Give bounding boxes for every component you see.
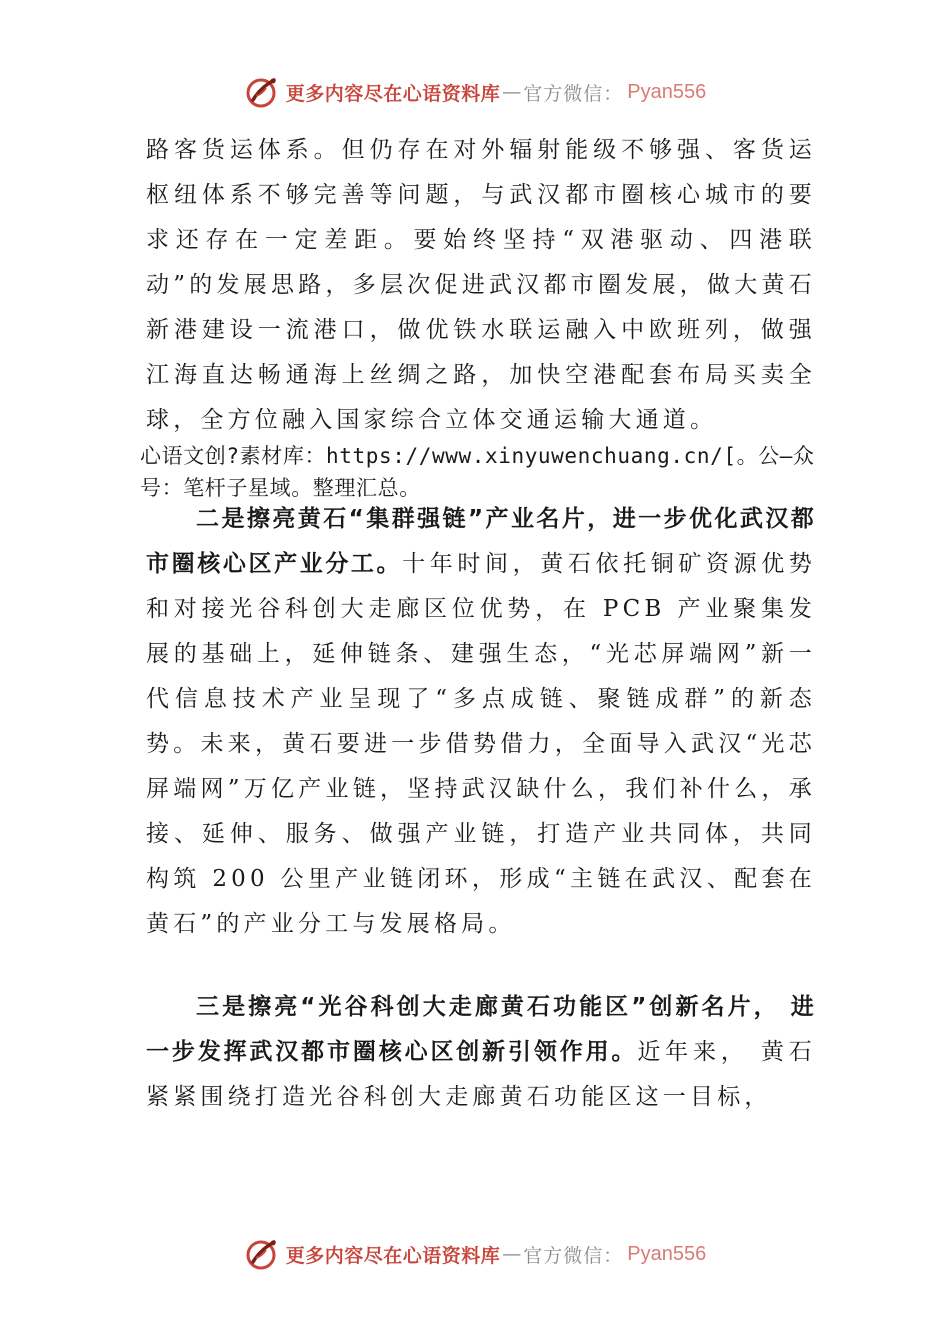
paragraph-innovation-body: 近年来， 黄石紧紧围绕打造光谷科创大走廊黄石功能区这一目标，	[146, 1039, 816, 1110]
banner-slogan: 更多内容尽在心语资料库	[285, 82, 501, 105]
paragraph-innovation	[146, 985, 816, 1120]
banner-wechat-id: Pyan556	[627, 80, 707, 103]
banner-separator: —	[502, 81, 522, 103]
paragraph-industry-body: 十年时间，黄石依托铜矿资源优势和对接光谷科创大走廊区位优势，在 PCB 产业聚集发展的基础上，延伸链条、建强生态，“光芯屏端网”新一代信息技术产业呈现了“多点成链、聚链成群”的新态势。未来，黄石要进一步借势借力，全面导入武汉“光芯屏端网”万亿产业链，坚持武汉缺什么，我们补什么，承接、延伸、服务、做强产业链，打造产业共同体，共同构筑 200 公里产业链闭环，形成“主链在武汉、配套在黄石”的产业分工与发展格局。	[146, 551, 817, 937]
banner-slogan: 更多内容尽在心语资料库	[285, 1244, 501, 1267]
header-banner	[0, 72, 950, 112]
banner-wechat-label: 官方微信：	[523, 1244, 624, 1267]
footer-banner	[0, 1234, 950, 1274]
source-note: 心语文创?素材库：https://www.xinyuwenchuang.cn/[。公—众号：笔杆子星域。整理汇总。	[140, 444, 815, 500]
paragraph-innovation-lead: 三是擦亮“光谷科创大走廊黄石功能区”创新名片， 进一步发挥武汉都市圈核心区创新引领作用。	[146, 994, 816, 1065]
banner-wechat-id: Pyan556	[627, 1242, 707, 1265]
banner-separator: —	[502, 1243, 522, 1265]
paragraph-industry-lead: 二是擦亮黄石“集群强链”产业名片，进一步优化武汉都市圈核心区产业分工。	[146, 506, 816, 577]
brush-logo-icon	[244, 74, 280, 110]
paragraph-industry	[146, 497, 816, 947]
banner-wechat-label: 官方微信：	[523, 82, 624, 105]
brush-logo-icon	[244, 1236, 280, 1272]
paragraph-transport: 路客货运体系。但仍存在对外辐射能级不够强、客货运枢纽体系不够完善等问题，与武汉都市圈核心城市的要求还存在一定差距。要始终坚持“双港驱动、四港联动”的发展思路，多层次促进武汉都市圈发展，做大黄石新港建设一流港口，做优铁水联运融入中欧班列，做强江海直达畅通海上丝绸之路，加快空港配套布局买卖全球，全方位融入国家综合立体交通运输大通道。	[146, 137, 816, 433]
